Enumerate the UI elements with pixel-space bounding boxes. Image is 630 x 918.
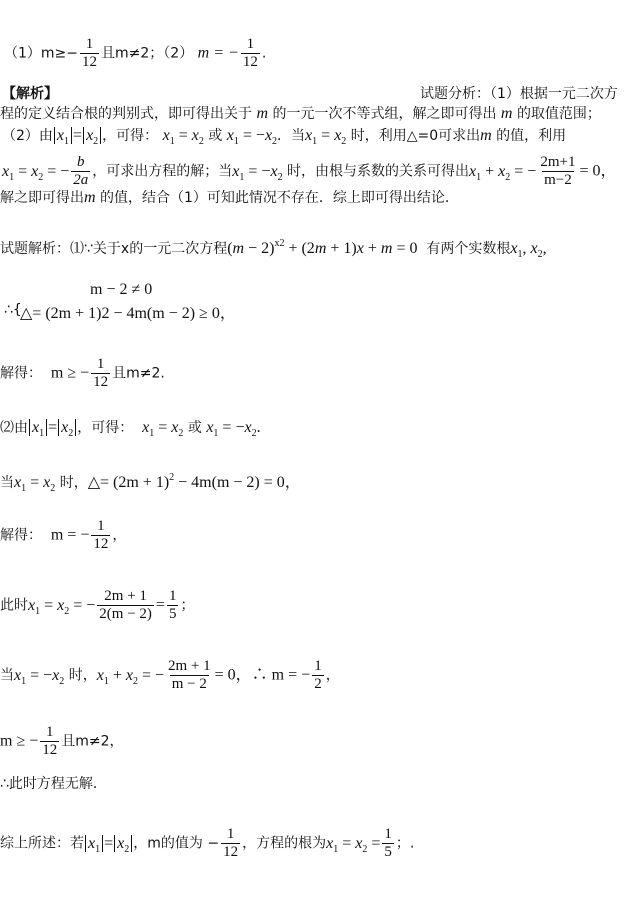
solution-condition-bottom: △= (2m + 1)2 − 4m(m − 2) ≥ 0， — [20, 305, 236, 322]
fraction: $\frac{1}{12}$ — [223, 826, 239, 860]
analysis-line-4: $x_1 = x_2$ = − $\frac{b}{2a}$ ，可求出方程的解；当$x_1 = -x_2$ 时，由根与系数的关系可得出$x_1 + x_2$ = − $\frac{2m+1}{m-2}$ = 0， — [2, 154, 617, 188]
solution-line-7: 此时$x_1 = x_2$ = − $\frac{2m + 1}{2(m - 2)}$ = $\frac{1}{5}$ ； — [0, 588, 195, 622]
answer-line: （1）m≥− $\frac{1}{12}$ 且m≠2；（2） m = − $\frac{1}{12}$ . — [4, 36, 267, 70]
solution-condition-brace: ∴{ — [4, 302, 22, 318]
solution-line-1: 试题解析：⑴∵关于x的一元二次方程$(m - 2)^{x2} + (2m + 1)x + m = 0$ 有两个实数根$x_1$, $x_2$, — [0, 238, 547, 260]
fraction: $\frac{1}{5}$ — [168, 588, 177, 622]
solution-line-4: ⑵由 $x_1 = x_2$ ，可得： $x_1 = x_2$ 或 $x_1 = -x_2$. — [0, 419, 261, 439]
answer-part2: m = − — [197, 44, 239, 62]
solution-line-11: 综上所述：若 $x_1 = x_2$ ，m的值为 − $\frac{1}{12}$ ，方程的根为$x_1 = x_2$ = $\frac{1}{5}$ ；. — [0, 826, 415, 860]
solution-line-9: m ≥ − $\frac{1}{12}$ 且m≠2， — [0, 724, 124, 758]
fraction: $\frac{1}{2}$ — [314, 658, 322, 692]
analysis-line-5: 解之即可得出m 的值，结合（1）可知此情况不存在．综上即可得出结论． — [0, 189, 459, 206]
analysis-hint-title: 试题分析：（1）根据一元二次方 — [420, 86, 618, 102]
solution-line-10: ∴此时方程无解. — [0, 776, 98, 792]
fraction: $\frac{b}{2a}$ — [73, 154, 89, 188]
solution-line-8: 当$x_1 = -x_2$ 时，$x_1 + x_2$ = − $\frac{2m + 1}{m - 2}$ = 0，∴ m = − $\frac{1}{2}$ ， — [0, 658, 340, 692]
fraction: $\frac{2m + 1}{m - 2}$ — [168, 658, 211, 692]
solution-line-3: 解得： m ≥ − $\frac{1}{12}$ 且m≠2. — [0, 356, 165, 390]
solution-line-5: 当$x_1 = x_2$ 时，△= $(2m + 1)^2 - 4m(m - 2) = 0$， — [0, 472, 301, 494]
fraction: $\frac{1}{12}$ — [93, 518, 109, 552]
analysis-line-2: 程的定义结合根的判别式，即可得出关于 m 的一元一次不等式组，解之即可得出 m 的取值范围； — [0, 105, 601, 122]
fraction: $\frac{1}{12}$ — [82, 36, 98, 70]
analysis-heading: 【解析】 — [2, 86, 58, 102]
solution-line-6: 解得： m = − $\frac{1}{12}$ ， — [0, 518, 127, 552]
fraction: $\frac{1}{5}$ — [384, 826, 392, 860]
analysis-line-3: （2）由 $x_1 = x_2$ ，可得： $x_1 = x_2$ 或 $x_1 = -x_2$．当$x_1 = x_2$ 时，利用△=0可求出m 的值，利用 — [2, 127, 567, 147]
solution-condition-top: m − 2 ≠ 0 — [90, 281, 153, 298]
fraction: $\frac{1}{12}$ — [242, 36, 258, 70]
fraction: $\frac{1}{12}$ — [42, 724, 58, 758]
fraction: $\frac{2m+1}{m-2}$ — [540, 154, 576, 188]
fraction: $\frac{2m + 1}{2(m - 2)}$ — [99, 588, 152, 622]
fraction: $\frac{1}{12}$ — [93, 356, 109, 390]
answer-cond: 且m≠2；（2） — [101, 45, 194, 62]
answer-part1: （1）m≥− — [4, 45, 79, 62]
